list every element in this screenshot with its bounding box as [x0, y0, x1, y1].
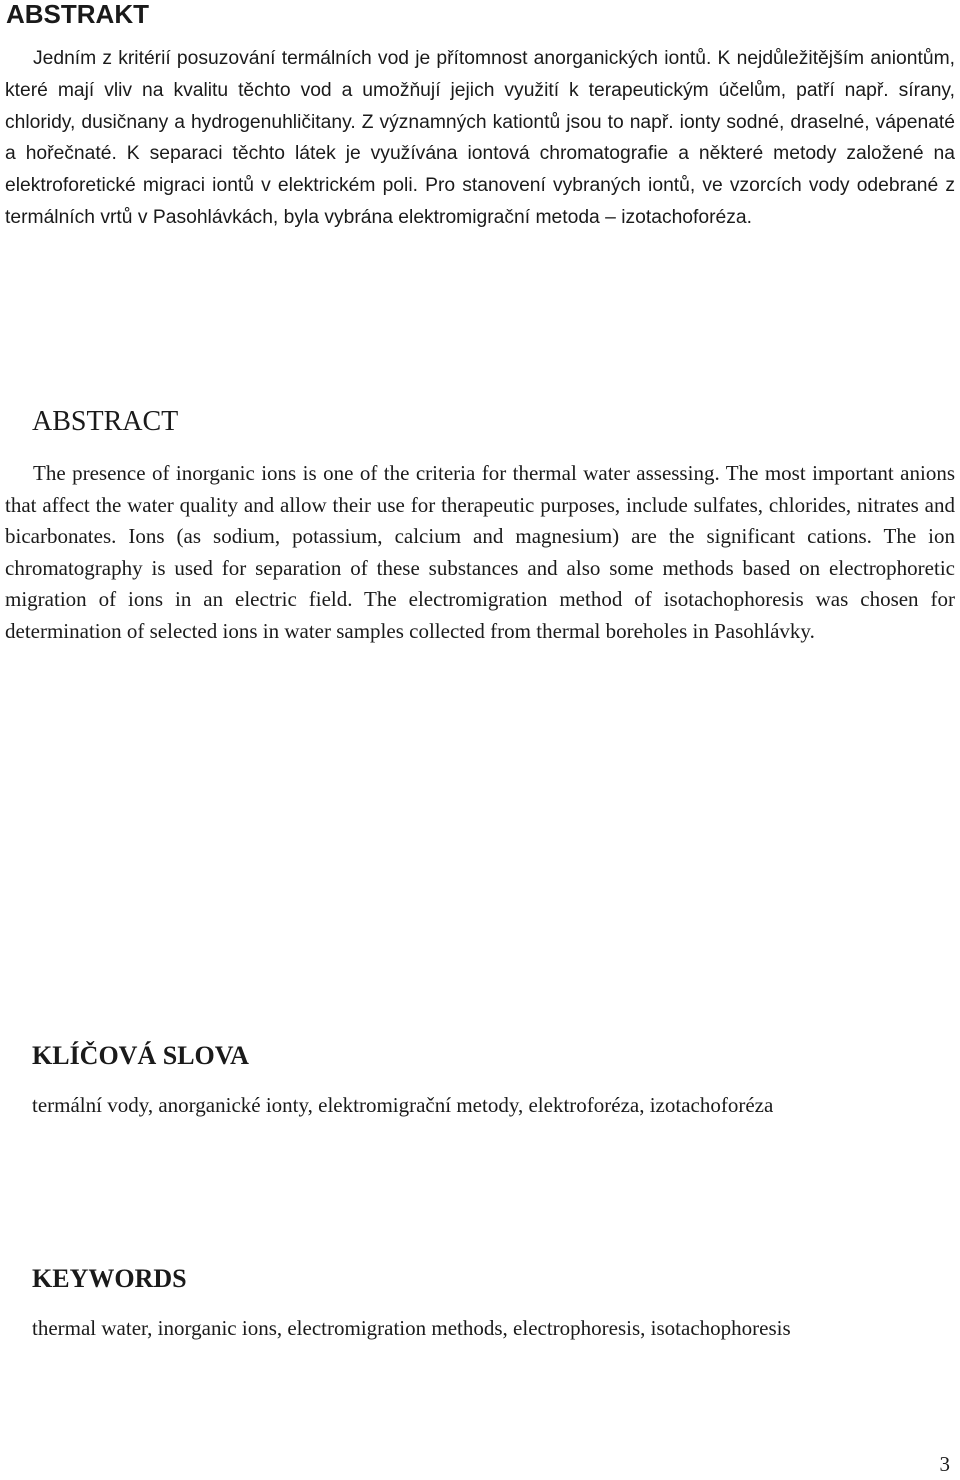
keywords-heading: KEYWORDS — [32, 1264, 187, 1293]
page-number: 3 — [939, 1452, 950, 1476]
abstract-heading: ABSTRACT — [32, 406, 179, 437]
keywords-text: thermal water, inorganic ions, electromigration methods, electrophoresis, isotachophoresis — [32, 1316, 791, 1340]
abstrakt-heading: ABSTRAKT — [6, 0, 149, 29]
keywords-section — [0, 1263, 960, 1343]
klicova-slova-section — [0, 1040, 960, 1120]
abstrakt-paragraph: Jedním z kritérií posuzování termálních vod je přítomnost anorganických iontů. K nejdůležitějším aniontům, které mají vliv na kvalitu těchto vod a umožňují jejich využití k terapeutickým účelům, patří např. sírany, chloridy, dusičnany a hydrogenuhličitany. Z významných kationtů jsou to např. ionty sodné, draselné, vápenaté a hořečnaté. K separaci těchto látek je využívána iontová chromatografie a některé metody založené na elektroforetické migraci iontů v elektrickém poli. Pro stanovení vybraných iontů, ve vzorcích vody odebrané z termálních vrtů v Pasohlávkách, byla vybrána elektromigrační metoda – izotachoforéza. — [5, 48, 955, 228]
abstrakt-section — [0, 0, 960, 234]
abstract-paragraph: The presence of inorganic ions is one of the criteria for thermal water assessing. The most important anions that affect the water quality and allow their use for therapeutic purposes, include sulfates, chlorides, nitrates and bicarbonates. Ions (as sodium, potassium, calcium and magnesium) are the significant cations. The ion chromatography is used for separation of these substances and also some methods based on electrophoretic migration of ions in an electric field. The electromigration method of isotachophoresis was chosen for determination of selected ions in water samples collected from thermal boreholes in Pasohlávky. — [5, 461, 955, 643]
klicova-slova-heading: KLÍČOVÁ SLOVA — [32, 1041, 249, 1070]
klicova-slova-text: termální vody, anorganické ionty, elektromigrační metody, elektroforéza, izotachoforéza — [32, 1093, 774, 1117]
abstract-section — [0, 406, 960, 648]
